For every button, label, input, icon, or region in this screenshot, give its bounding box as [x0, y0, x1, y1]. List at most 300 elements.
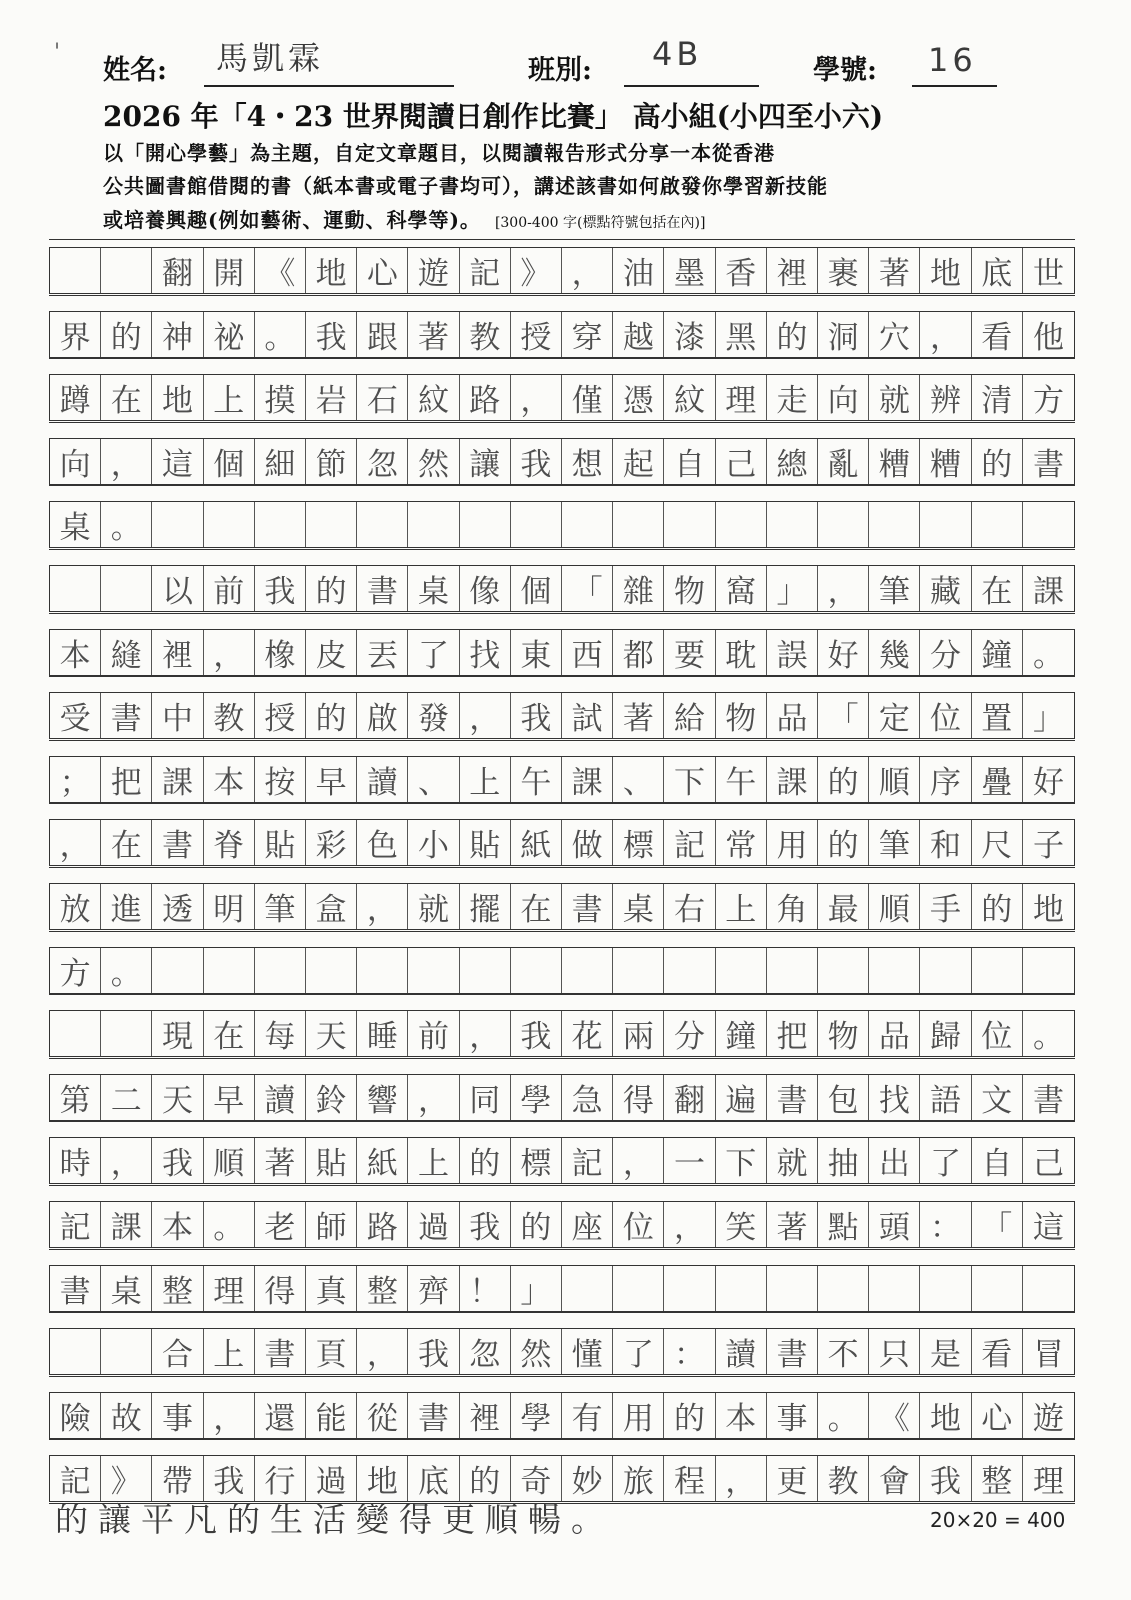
grid-cell: 授 [255, 693, 306, 738]
grid-cell [152, 948, 203, 993]
grid-cell: 受 [50, 693, 101, 738]
grid-separator [49, 1439, 1075, 1440]
grid-cell: 書 [152, 820, 203, 865]
grid-cell: ， [101, 439, 152, 484]
grid-cell [613, 502, 664, 547]
grid-row [49, 501, 1075, 548]
grid-cell: 好 [1032, 764, 1064, 801]
grid-cell: 方 [50, 948, 101, 993]
grid-cell: 《 [255, 248, 306, 293]
grid-cell: 地 [357, 1456, 408, 1501]
grid-row [49, 1201, 1075, 1248]
grid-cell: 穴 [869, 312, 920, 357]
grid-cell: 出 [869, 1138, 920, 1183]
grid-cell: 岩 [306, 375, 357, 420]
grid-cell: 裡 [152, 630, 203, 675]
grid-cell: 路 [460, 375, 511, 420]
grid-cell: 下 [664, 757, 715, 802]
grid-row [49, 947, 1075, 994]
grid-cell [920, 948, 971, 993]
grid-cell: 。 [818, 1393, 869, 1438]
grid-cell: 記 [460, 248, 511, 293]
grid-cell: 辨 [920, 375, 971, 420]
grid-cell: 摸 [255, 375, 306, 420]
grid-cell: 標 [511, 1138, 562, 1183]
grid-cell: 上 [460, 757, 511, 802]
grid-cell: 紙 [511, 820, 562, 865]
grid-cell: 這 [152, 439, 203, 484]
grid-cell: 這 [1032, 1210, 1064, 1246]
grid-cell: 看 [972, 312, 1023, 357]
grid-cell: 漆 [664, 312, 715, 357]
grid-cell: 憑 [613, 375, 664, 420]
grid-cell: 在 [204, 1011, 255, 1056]
instruction-line-3-text: 或培養興趣(例如藝術、運動、科學等)。 [103, 208, 481, 232]
grid-cell: 僅 [562, 375, 613, 420]
class-label: 班別: [528, 55, 592, 86]
grid-cell: 忽 [460, 1329, 511, 1374]
grid-cell: 。 [255, 312, 306, 357]
grid-cell: 心 [972, 1393, 1023, 1438]
grid-cell: 我 [152, 1138, 203, 1183]
grid-cell: 走 [767, 375, 818, 420]
grid-cell [767, 948, 818, 993]
grid-cell: 路 [357, 1202, 408, 1247]
grid-cell: 右 [664, 884, 715, 929]
grid-cell: 糟 [920, 439, 971, 484]
grid-cell: 學 [511, 1075, 562, 1120]
grid-row [49, 1328, 1075, 1375]
grid-cell: 》 [511, 248, 562, 293]
grid-cell: 的 [306, 693, 357, 738]
grid-cell: 角 [767, 884, 818, 929]
grid-cell [101, 566, 152, 611]
grid-cell: 理 [1032, 1464, 1064, 1501]
grid-cell: 桌 [101, 1266, 152, 1311]
grid-cell: 做 [562, 820, 613, 865]
grid-cell: 有 [562, 1393, 613, 1438]
grid-cell: 小 [408, 820, 459, 865]
grid-cell: 過 [306, 1456, 357, 1501]
grid-separator [49, 931, 1075, 932]
grid-cell: 個 [204, 439, 255, 484]
grid-cell: 整 [972, 1456, 1023, 1501]
grid-cell: 抽 [818, 1138, 869, 1183]
grid-cell: 讓 [460, 439, 511, 484]
grid-cell: 神 [152, 312, 203, 357]
grid-cell: 書 [408, 1393, 459, 1438]
grid-cell: 向 [818, 375, 869, 420]
grid-cell [101, 1011, 152, 1056]
grid-cell: 」 [767, 566, 818, 611]
grid-cell: ， [511, 375, 562, 420]
grid-cell: 丟 [357, 630, 408, 675]
grid-cell: 桌 [408, 566, 459, 611]
grid-cell: 師 [306, 1202, 357, 1247]
grid-cell [255, 948, 306, 993]
grid-cell [460, 948, 511, 993]
grid-cell: 色 [357, 820, 408, 865]
grid-cell: 把 [101, 757, 152, 802]
grid-cell: 。 [204, 1202, 255, 1247]
grid-cell: 點 [818, 1202, 869, 1247]
grid-cell: 定 [869, 693, 920, 738]
grid-cell: 、 [408, 757, 459, 802]
grid-cell [511, 502, 562, 547]
grid-cell: 蹲 [50, 375, 101, 420]
grid-cell: 位 [613, 1202, 664, 1247]
grid-cell: 透 [152, 884, 203, 929]
grid-cell: 齊 [408, 1266, 459, 1311]
grid-cell: 順 [204, 1138, 255, 1183]
number-underline [912, 85, 997, 87]
grid-cell: 「 [972, 1202, 1023, 1247]
grid-cell: 同 [460, 1075, 511, 1120]
grid-cell: 午 [716, 757, 767, 802]
grid-cell: 筆 [869, 566, 920, 611]
grid-cell: 妙 [562, 1456, 613, 1501]
grid-cell: 書 [1032, 1082, 1064, 1119]
grid-row [49, 756, 1075, 803]
grid-cell [101, 248, 152, 293]
grid-cell [562, 1266, 613, 1311]
grid-cell: 放 [50, 884, 101, 929]
grid-cell: 記 [50, 1456, 101, 1501]
grid-separator [49, 422, 1075, 423]
grid-cell: 糟 [869, 439, 920, 484]
grid-cell [50, 566, 101, 611]
grid-cell: 本 [50, 630, 101, 675]
grid-cell: 分 [664, 1011, 715, 1056]
grid-cell: 》 [101, 1456, 152, 1501]
grid-cell [972, 502, 1023, 547]
grid-cell: 冒 [1032, 1337, 1064, 1374]
grid-cell: 的 [101, 312, 152, 357]
grid-cell: 清 [972, 375, 1023, 420]
grid-cell: 讀 [255, 1075, 306, 1120]
grid-row [49, 629, 1075, 676]
grid-cell: 以 [152, 566, 203, 611]
grid-cell: 前 [408, 1011, 459, 1056]
grid-cell: 然 [511, 1329, 562, 1374]
grid-cell: 底 [408, 1456, 459, 1501]
grid-cell: 過 [408, 1202, 459, 1247]
grid-cell: 奇 [511, 1456, 562, 1501]
grid-cell: 洞 [818, 312, 869, 357]
grid-cell [255, 502, 306, 547]
grid-cell [562, 948, 613, 993]
grid-cell: 。 [1032, 1019, 1064, 1056]
grid-cell: 上 [408, 1138, 459, 1183]
grid-cell: 歸 [920, 1011, 971, 1056]
grid-cell: 在 [101, 820, 152, 865]
grid-cell: 的 [511, 1202, 562, 1247]
grid-cell: 課 [767, 757, 818, 802]
word-limit: [300-400 字(標點符號包括在內)] [494, 215, 706, 231]
grid-cell: 書 [562, 884, 613, 929]
grid-cell: 每 [255, 1011, 306, 1056]
grid-cell: 橡 [255, 630, 306, 675]
grid-cell: 上 [716, 884, 767, 929]
grid-cell: 真 [306, 1266, 357, 1311]
grid-cell [664, 948, 715, 993]
grid-row [49, 883, 1075, 930]
grid-cell: 老 [255, 1202, 306, 1247]
grid-cell [50, 248, 101, 293]
grid-cell: ； [50, 757, 101, 802]
grid-cell: 裡 [767, 248, 818, 293]
grid-cell: 越 [613, 312, 664, 357]
grid-cell [716, 1266, 767, 1311]
grid-cell: 總 [767, 439, 818, 484]
grid-cell [818, 502, 869, 547]
grid-cell: 讀 [357, 757, 408, 802]
grid-row [49, 819, 1075, 866]
grid-cell: 試 [562, 693, 613, 738]
grid-cell: 自 [972, 1138, 1023, 1183]
grid-cell: 紋 [664, 375, 715, 420]
grid-cell: 能 [306, 1393, 357, 1438]
grid-cell [818, 1266, 869, 1311]
grid-cell: 的 [972, 884, 1023, 929]
grid-cell: 地 [1032, 892, 1064, 928]
grid-cell: 地 [306, 248, 357, 293]
grid-separator [49, 803, 1075, 804]
grid-cell: 穿 [562, 312, 613, 357]
grid-cell: 用 [613, 1393, 664, 1438]
grid-cell: 「 [562, 566, 613, 611]
grid-cell [204, 948, 255, 993]
grid-cell: 現 [152, 1011, 203, 1056]
grid-cell: 遍 [716, 1075, 767, 1120]
grid-cell: 和 [920, 820, 971, 865]
grid-cell: 著 [255, 1138, 306, 1183]
grid-separator [49, 994, 1075, 995]
grid-cell: 睡 [357, 1011, 408, 1056]
grid-cell: 的 [664, 1393, 715, 1438]
grid-cell: 兩 [613, 1011, 664, 1056]
grid-cell: 明 [204, 884, 255, 929]
grid-cell: 鈴 [306, 1075, 357, 1120]
grid-cell: 的 [460, 1456, 511, 1501]
grid-cell: 、 [613, 757, 664, 802]
grid-cell: 進 [101, 884, 152, 929]
grid-cell: 教 [818, 1456, 869, 1501]
grid-cell: 書 [767, 1075, 818, 1120]
grid-cell [408, 948, 459, 993]
grid-cell: 遊 [1032, 1400, 1064, 1437]
grid-cell: 早 [204, 1075, 255, 1120]
grid-cell: 會 [869, 1456, 920, 1501]
grid-cell: 啟 [357, 693, 408, 738]
grid-cell: 上 [204, 1329, 255, 1374]
grid-cell: 花 [562, 1011, 613, 1056]
grid-cell: 的 [818, 757, 869, 802]
grid-cell: 我 [511, 1011, 562, 1056]
grid-cell: 發 [408, 693, 459, 738]
grid-cell: 在 [972, 566, 1023, 611]
grid-cell: 序 [920, 757, 971, 802]
grid-cell: ， [613, 1138, 664, 1183]
grid-cell: 順 [869, 884, 920, 929]
grid-cell: 授 [511, 312, 562, 357]
grid-cell: 翻 [664, 1075, 715, 1120]
grid-cell: 我 [306, 312, 357, 357]
grid-cell: 的 [818, 820, 869, 865]
grid-cell: 課 [562, 757, 613, 802]
grid-cell: 是 [920, 1329, 971, 1374]
grid-cell [1023, 1266, 1074, 1311]
grid-cell: 遊 [408, 248, 459, 293]
grid-cell [204, 502, 255, 547]
instruction-line-3 [103, 204, 705, 233]
grid-cell: 記 [50, 1202, 101, 1247]
grid-cell [152, 502, 203, 547]
grid-cell: 疊 [972, 757, 1023, 802]
grid-cell: 更 [767, 1456, 818, 1501]
grid-separator [49, 1058, 1075, 1059]
grid-cell: 雜 [613, 566, 664, 611]
grid-cell [1023, 502, 1074, 547]
grid-cell: 我 [460, 1202, 511, 1247]
grid-cell: ， [818, 566, 869, 611]
grid-separator [49, 613, 1075, 614]
grid-cell: 祕 [204, 312, 255, 357]
grid-cell: ， [920, 312, 971, 357]
grid-cell: 只 [869, 1329, 920, 1374]
grid-cell: 本 [716, 1393, 767, 1438]
grid-cell: 地 [152, 375, 203, 420]
grid-cell: 課 [101, 1202, 152, 1247]
grid-cell: 想 [562, 439, 613, 484]
grid-cell: 笑 [716, 1202, 767, 1247]
grid-cell: 耽 [716, 630, 767, 675]
grid-cell: 在 [101, 375, 152, 420]
grid-cell: 貼 [306, 1138, 357, 1183]
grid-cell [664, 1266, 715, 1311]
grid-cell: 物 [716, 693, 767, 738]
grid-cell: 界 [50, 312, 101, 357]
grid-row [49, 1137, 1075, 1184]
grid-cell: 手 [920, 884, 971, 929]
grid-cell: 文 [972, 1075, 1023, 1120]
grid-separator [49, 295, 1075, 296]
grid-cell: 書 [255, 1329, 306, 1374]
grid-cell: 書 [101, 693, 152, 738]
grid-cell: 事 [152, 1393, 203, 1438]
grid-cell: 要 [664, 630, 715, 675]
grid-cell: 世 [1032, 256, 1064, 292]
grid-cell: 教 [204, 693, 255, 738]
grid-cell [869, 502, 920, 547]
grid-cell: 整 [152, 1266, 203, 1311]
grid-cell: 自 [664, 439, 715, 484]
name-value: 馬凱霖 [216, 39, 325, 77]
grid-cell: 紋 [408, 375, 459, 420]
grid-cell: 午 [511, 757, 562, 802]
grid-cell: 時 [50, 1138, 101, 1183]
class-underline [624, 85, 759, 87]
grid-cell: 我 [204, 1456, 255, 1501]
grid-separator [49, 1312, 1075, 1313]
grid-cell: 就 [869, 375, 920, 420]
grid-separator [49, 740, 1075, 741]
grid-cell: 彩 [306, 820, 357, 865]
name-label: 姓名: [103, 55, 167, 86]
grid-cell: 脊 [204, 820, 255, 865]
grid-cell: 天 [152, 1075, 203, 1120]
number-value: 16 [928, 41, 977, 79]
grid-cell [1023, 948, 1074, 993]
grid-cell: ， [204, 630, 255, 675]
grid-cell: ， [562, 248, 613, 293]
grid-cell: 幾 [869, 630, 920, 675]
grid-cell: 我 [511, 439, 562, 484]
grid-cell: 裡 [460, 1393, 511, 1438]
grid-separator [49, 1185, 1075, 1186]
grid-row [49, 565, 1075, 612]
grid-cell: 頁 [306, 1329, 357, 1374]
grid-cell [357, 502, 408, 547]
grid-cell: 擺 [460, 884, 511, 929]
grid-cell: 前 [204, 566, 255, 611]
grid-cell: 著 [408, 312, 459, 357]
grid-cell: 中 [152, 693, 203, 738]
grid-cell: 品 [869, 1011, 920, 1056]
grid-cell: 記 [562, 1138, 613, 1183]
grid-cell [664, 502, 715, 547]
grid-cell: 開 [204, 248, 255, 293]
grid-cell: 翻 [152, 248, 203, 293]
grid-cell: 課 [1032, 574, 1064, 610]
grid-cell: 藏 [920, 566, 971, 611]
grid-row [49, 1010, 1075, 1057]
grid-cell: 下 [716, 1138, 767, 1183]
grid-cell: 貼 [255, 820, 306, 865]
grid-cell: ， [460, 693, 511, 738]
grid-cell: 《 [869, 1393, 920, 1438]
grid-cell: 懂 [562, 1329, 613, 1374]
grid-separator [49, 549, 1075, 550]
grid-cell: 皮 [306, 630, 357, 675]
grid-cell: 語 [920, 1075, 971, 1120]
grid-cell: 了 [408, 630, 459, 675]
grid-cell: 石 [357, 375, 408, 420]
grid-cell: 「 [818, 693, 869, 738]
grid-cell [306, 502, 357, 547]
grid-cell: 然 [408, 439, 459, 484]
grid-cell: 上 [204, 375, 255, 420]
grid-cell: 找 [460, 630, 511, 675]
grid-cell: 我 [255, 566, 306, 611]
grid-cell: 起 [613, 439, 664, 484]
grid-cell: 座 [562, 1202, 613, 1247]
grid-cell [562, 502, 613, 547]
grid-cell: 己 [1032, 1146, 1064, 1183]
grid-cell: 一 [664, 1138, 715, 1183]
grid-cell: 學 [511, 1393, 562, 1438]
class-value: 4B [652, 35, 703, 73]
grid-cell: 課 [152, 757, 203, 802]
grid-cell: 著 [613, 693, 664, 738]
grid-cell: 鐘 [716, 1011, 767, 1056]
grid-cell: 桌 [50, 502, 101, 547]
grid-cell: 了 [613, 1329, 664, 1374]
stray-mark: ' [54, 40, 61, 65]
grid-cell [767, 1266, 818, 1311]
grid-cell: 底 [972, 248, 1023, 293]
grid-cell: 合 [152, 1329, 203, 1374]
